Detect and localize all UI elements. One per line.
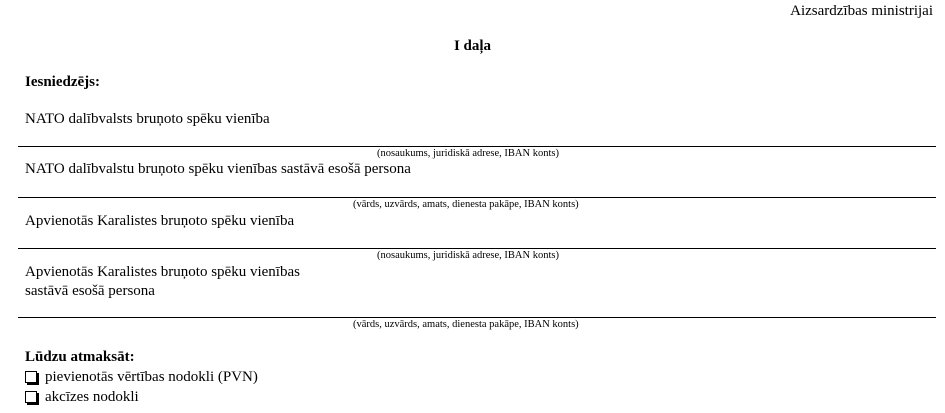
- option-vat-label: pievienotās vērtības nodokli (PVN): [45, 369, 258, 385]
- part-title: I daļa: [453, 38, 492, 54]
- fill-line-nato-unit[interactable]: [18, 146, 936, 147]
- fill-line-nato-person[interactable]: [18, 197, 936, 198]
- hint-uk-unit: (nosaukums, juridiskā adrese, IBAN konts): [377, 250, 559, 261]
- checkbox-vat[interactable]: [25, 371, 37, 383]
- entry-nato-person: NATO dalībvalstu bruņoto spēku vienības sastāvā esošā persona: [25, 161, 411, 177]
- hint-nato-person: (vārds, uzvārds, amats, dienesta pakāpe, IBAN konts): [353, 199, 579, 210]
- addressee: Aizsardzības ministrijai: [790, 3, 933, 19]
- entry-uk-unit: Apvienotās Karalistes bruņoto spēku vienība: [25, 213, 295, 229]
- entry-uk-person-line1: Apvienotās Karalistes bruņoto spēku vienības: [25, 264, 300, 280]
- option-excise-label: akcīzes nodokli: [45, 389, 139, 405]
- checkbox-excise[interactable]: [25, 391, 37, 403]
- option-excise[interactable]: [25, 389, 139, 406]
- fill-line-uk-person[interactable]: [18, 317, 936, 318]
- refund-label: Lūdzu atmaksāt:: [25, 349, 135, 365]
- entry-nato-unit: NATO dalībvalsts bruņoto spēku vienība: [25, 111, 270, 127]
- fill-line-uk-unit[interactable]: [18, 248, 936, 249]
- hint-uk-person: (vārds, uzvārds, amats, dienesta pakāpe, IBAN konts): [353, 319, 579, 330]
- applicant-label: Iesniedzējs:: [25, 74, 100, 90]
- option-vat[interactable]: [25, 369, 258, 386]
- hint-nato-unit: (nosaukums, juridiskā adrese, IBAN konts): [377, 148, 559, 159]
- entry-uk-person-line2: sastāvā esošā persona: [25, 283, 155, 299]
